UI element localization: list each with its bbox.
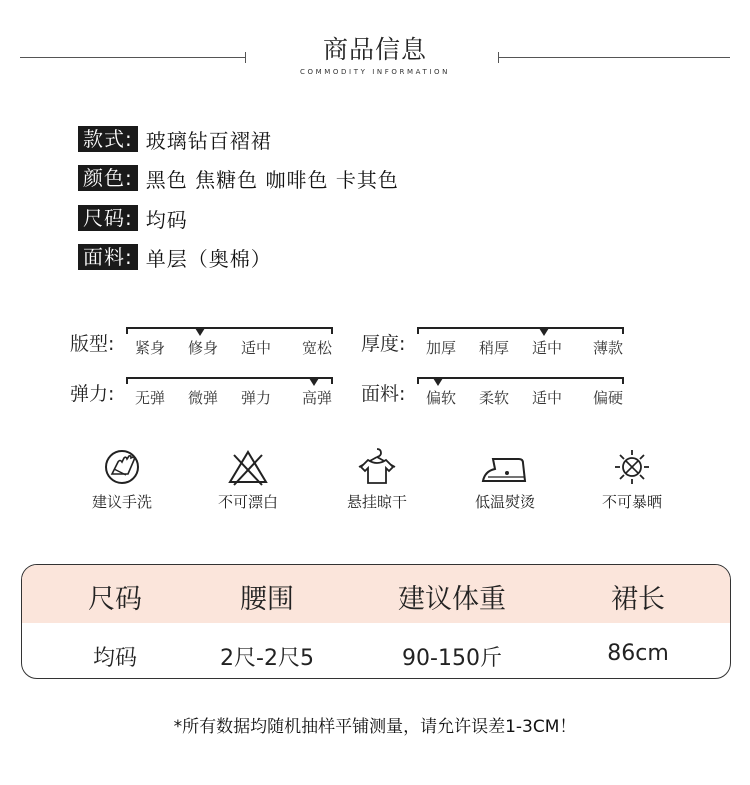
scale-option: 弹力 bbox=[241, 389, 272, 407]
scale-option: 稍厚 bbox=[479, 339, 510, 357]
scale-option: 适中 bbox=[532, 389, 563, 407]
table-cell: 86cm bbox=[607, 641, 669, 666]
measurement-note: *所有数据均随机抽样平铺测量，请允许误差1-3CM！ bbox=[173, 717, 577, 737]
info-label: 款式: bbox=[78, 126, 138, 152]
scale-line-end bbox=[417, 327, 419, 334]
header-divider-left-tick bbox=[245, 52, 246, 63]
info-label: 颜色: bbox=[78, 165, 138, 191]
care-label: 建议手洗 bbox=[91, 493, 152, 511]
table-header-size: 尺码 bbox=[88, 584, 142, 615]
scale-title-thickness: 厚度: bbox=[361, 333, 406, 355]
table-cell: 均码 bbox=[92, 646, 137, 671]
table-cell: 90-150斤 bbox=[402, 646, 502, 671]
info-value: 均码 bbox=[145, 207, 188, 232]
care-label: 低温熨烫 bbox=[474, 493, 535, 511]
hand-wash-icon bbox=[100, 447, 144, 487]
scale-option: 无弹 bbox=[135, 389, 166, 407]
care-label: 不可暴晒 bbox=[601, 493, 662, 511]
care-item-no-bleach bbox=[193, 447, 303, 512]
info-value: 单层（奥棉） bbox=[145, 246, 272, 271]
scale-option: 紧身 bbox=[135, 339, 166, 357]
scale-line-elasticity bbox=[126, 377, 333, 379]
scale-line-end bbox=[622, 377, 624, 384]
low-iron-icon bbox=[479, 447, 531, 487]
table-header-length: 裙长 bbox=[611, 584, 665, 615]
table-header-waist: 腰围 bbox=[240, 584, 294, 615]
scale-line-softness bbox=[417, 377, 624, 379]
scale-option: 偏软 bbox=[426, 389, 457, 407]
no-bleach-icon bbox=[226, 447, 270, 487]
care-item-hang-dry bbox=[322, 447, 432, 512]
header-divider-left bbox=[20, 57, 246, 58]
scale-marker-thickness bbox=[539, 328, 549, 336]
care-item-hand-wash bbox=[67, 447, 177, 512]
scale-option: 加厚 bbox=[426, 339, 457, 357]
info-value: 玻璃钻百褶裙 bbox=[145, 128, 272, 153]
info-label: 尺码: bbox=[78, 205, 138, 231]
scale-line-end bbox=[622, 327, 624, 334]
care-label: 不可漂白 bbox=[217, 493, 278, 511]
scale-line-thickness bbox=[417, 327, 624, 329]
scale-title-fit: 版型: bbox=[70, 333, 115, 355]
scale-option: 宽松 bbox=[302, 339, 333, 357]
scale-option: 微弹 bbox=[188, 389, 219, 407]
info-value: 黑色 焦糖色 咖啡色 卡其色 bbox=[145, 167, 399, 192]
scale-option: 适中 bbox=[241, 339, 272, 357]
scale-marker-elasticity bbox=[309, 378, 319, 386]
scale-marker-softness bbox=[433, 378, 443, 386]
scale-marker-fit bbox=[195, 328, 205, 336]
scale-line-end bbox=[331, 327, 333, 334]
scale-option: 偏硬 bbox=[593, 389, 624, 407]
scale-option: 修身 bbox=[188, 339, 219, 357]
scale-title-elasticity: 弹力: bbox=[70, 383, 115, 405]
scale-line-end bbox=[417, 377, 419, 384]
info-row-style bbox=[78, 126, 272, 152]
page-title: 商品信息 bbox=[322, 35, 427, 64]
care-label: 悬挂晾干 bbox=[346, 493, 407, 511]
table-header-weight: 建议体重 bbox=[398, 584, 506, 615]
hang-dry-icon bbox=[353, 447, 401, 487]
table-cell: 2尺-2尺5 bbox=[220, 646, 314, 671]
no-sun-icon bbox=[610, 447, 654, 487]
scale-option: 柔软 bbox=[479, 389, 510, 407]
size-table bbox=[21, 564, 731, 679]
header-divider-right bbox=[498, 57, 730, 58]
scale-option: 高弹 bbox=[302, 389, 333, 407]
scale-line-end bbox=[126, 327, 128, 334]
scale-title-softness: 面料: bbox=[361, 383, 406, 405]
info-row-size bbox=[78, 205, 188, 231]
info-row-fabric bbox=[78, 244, 272, 270]
scale-line-end bbox=[126, 377, 128, 384]
care-item-low-iron bbox=[450, 447, 560, 512]
info-label: 面料: bbox=[78, 244, 138, 270]
scale-option: 适中 bbox=[532, 339, 563, 357]
page-subtitle: COMMODITY INFORMATION bbox=[300, 68, 450, 76]
scale-line-end bbox=[331, 377, 333, 384]
scale-option: 薄款 bbox=[593, 339, 624, 357]
care-item-no-sun bbox=[577, 447, 687, 512]
scale-line-fit bbox=[126, 327, 333, 329]
info-row-colors bbox=[78, 165, 399, 191]
